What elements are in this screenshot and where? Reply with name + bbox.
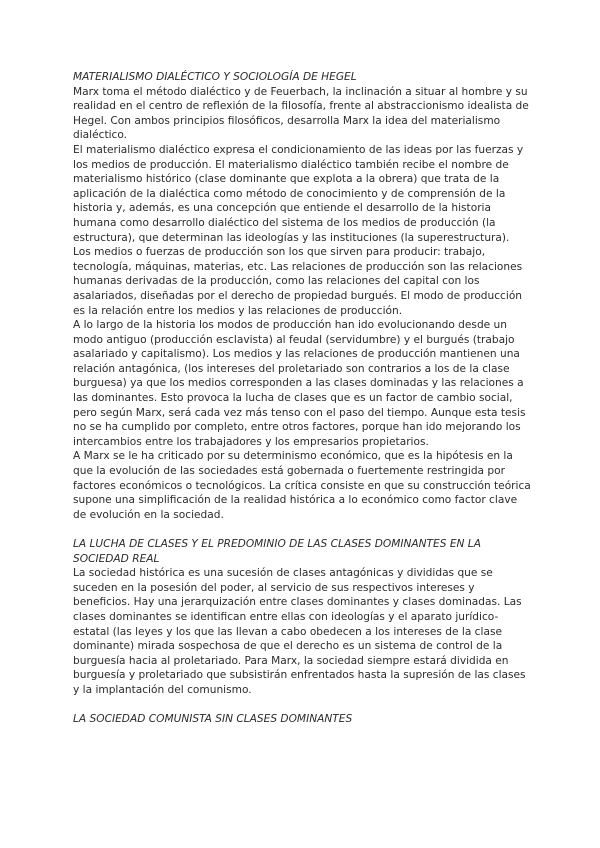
section-spacer bbox=[73, 522, 531, 537]
paragraph: Los medios o fuerzas de producción son los que sirven para producir: trabajo, tecnología, máquinas, materias, etc. Las relaciones de producción son las relaciones humanas derivadas de la producción, como las relaciones del capital con los asalariados, diseñadas por el derecho de propiedad burgués. El modo de producción es la relación entre los medios y las relaciones de producción. bbox=[73, 246, 523, 317]
section-heading-materialismo: MATERIALISMO DIALÉCTICO Y SOCIOLOGÍA DE HEGEL bbox=[73, 71, 357, 83]
document-body bbox=[73, 70, 531, 727]
section-heading-sociedad-comunista: LA SOCIEDAD COMUNISTA SIN CLASES DOMINANTES bbox=[73, 713, 353, 726]
paragraph: A lo largo de la historia los modos de producción han ido evolucionando desde un modo antiguo (producción esclavista) al feudal (servidumbre) y el burgués (trabajo asalariado y capitalismo). Los medios y las relaciones de producción mantienen una relación antagónica, (los intereses del proletariado son contrarios a los de la clase burguesa) ya que los medios corresponden a las clases dominadas y las relaciones a las dominantes. Esto provoca la lucha de clases que es un factor de cambio social, pero según Marx, será cada vez más tenso con el paso del tiempo. Aunque esta tesis no se ha cumplido por completo, entre otros factores, porque han ido mejorando los intercambios entre los trabajadores y los empresarios propietarios. bbox=[73, 319, 526, 448]
section-heading-lucha-de-clases: LA LUCHA DE CLASES Y EL PREDOMINIO DE LAS CLASES DOMINANTES EN LA SOCIEDAD REAL bbox=[73, 538, 481, 565]
paragraph: La sociedad histórica es una sucesión de clases antagónicas y divididas que se suceden en la posesión del poder, al servicio de sus respectivos intereses y beneficios. Hay una jerarquización entre clases dominantes y clases dominadas. Las clases dominantes se identifican entre ellas con ideologías y el aparato jurídico-estatal (las leyes y los que las llevan a cabo obedecen a los intereses de la clase dominante) mirada sospechosa de que el derecho es un sistema de control de la burguesía hacia al proletariado. Para Marx, la sociedad siempre estará dividida en burguesía y proletariado que subsistirán enfrentados hasta la supresión de las clases y la implantación del comunismo. bbox=[73, 567, 526, 696]
paragraph: A Marx se le ha criticado por su determinismo económico, que es la hipótesis en la que la evolución de las sociedades está gobernada o fuertemente restringida por factores económicos o tecnológicos. La crítica consiste en que su construcción teórica supone una simplificación de la realidad histórica a lo económico como factor clave de evolución en la sociedad. bbox=[73, 450, 531, 521]
section-spacer bbox=[73, 698, 531, 713]
paragraph: El materialismo dialéctico expresa el condicionamiento de las ideas por las fuerzas y los medios de producción. El materialismo dialéctico también recibe el nombre de materialismo histórico (clase dominante que explota a la obrera) que trata de la aplicación de la dialéctica como método de conocimiento y de comprensión de la historia y, además, es una concepción que entiende el desarrollo de la historia humana como desarrollo dialéctico del sistema de los medios de producción (la estructura), que determinan las ideologías y las instituciones (la superestructura). bbox=[73, 143, 524, 244]
paragraph: Marx toma el método dialéctico y de Feuerbach, la inclinación a situar al hombre y su realidad en el centro de reflexión de la filosofía, frente al abstraccionismo idealista de Hegel. Con ambos principios filosóficos, desarrolla Marx la idea del materialismo dialéctico. bbox=[73, 85, 529, 142]
